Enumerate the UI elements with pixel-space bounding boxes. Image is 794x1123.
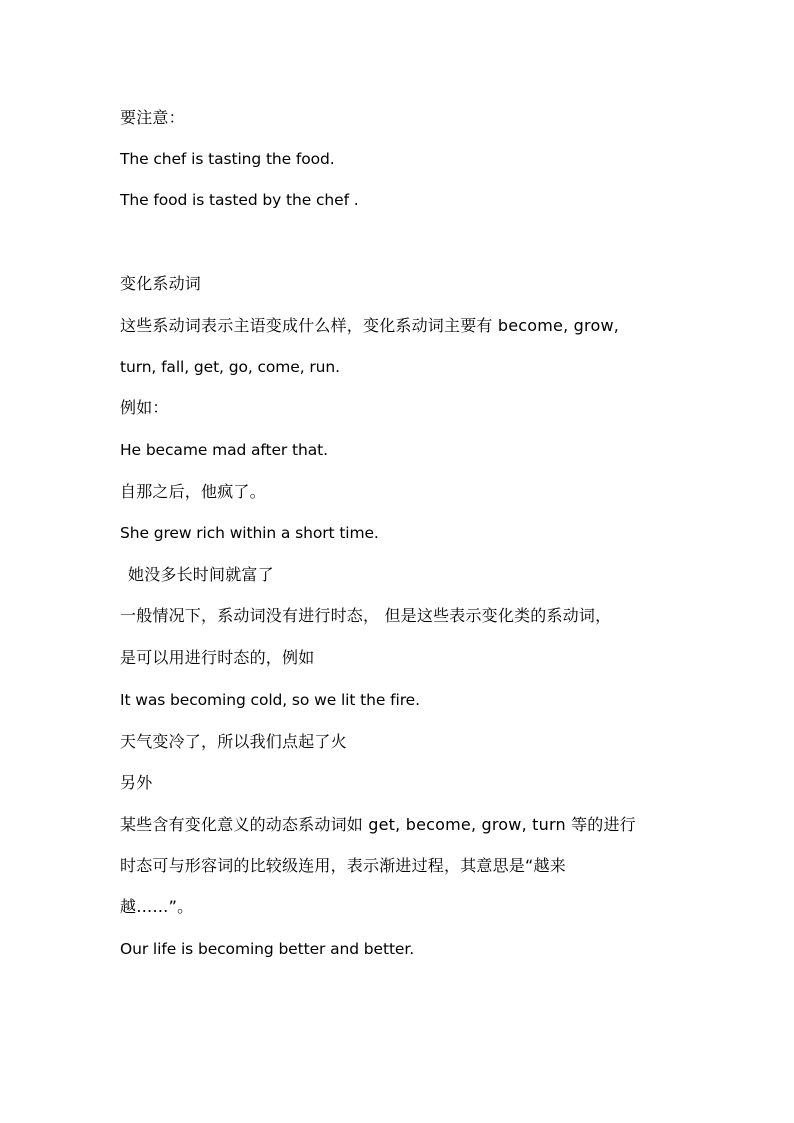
paragraph-line: 某些含有变化意义的动态系动词如 get, become, grow, turn 等的进行 (120, 815, 636, 834)
example-chinese-translation: 她没多长时间就富了 (128, 565, 274, 584)
example-passive-sentence: The food is tasted by the chef . (120, 191, 359, 209)
paragraph-line: 是可以用进行时态的，例如 (120, 648, 315, 667)
section-heading-change-linking-verbs: 变化系动词 (120, 274, 202, 293)
note-heading: 要注意： (120, 108, 185, 127)
example-english-sentence: He became mad after that. (120, 441, 328, 459)
paragraph-line: 一般情况下，系动词没有进行时态， 但是这些表示变化类的系动词， (120, 606, 612, 625)
paragraph-line: 这些系动词表示主语变成什么样，变化系动词主要有 become, grow, (120, 316, 620, 335)
paragraph-line: 越……”。 (120, 897, 194, 916)
example-label: 例如： (120, 398, 169, 417)
note-heading: 另外 (120, 773, 153, 792)
example-chinese-translation: 自那之后，他疯了。 (120, 482, 266, 501)
example-active-sentence: The chef is tasting the food. (120, 150, 335, 168)
example-english-sentence: Our life is becoming better and better. (120, 940, 415, 958)
paragraph-line: turn, fall, get, go, come, run. (120, 358, 340, 376)
paragraph-line: 时态可与形容词的比较级连用，表示渐进过程，其意思是“越来 (120, 856, 566, 875)
example-english-sentence: She grew rich within a short time. (120, 524, 379, 542)
example-english-sentence: It was becoming cold, so we lit the fire. (120, 691, 420, 709)
example-chinese-translation: 天气变冷了，所以我们点起了火 (120, 732, 347, 751)
